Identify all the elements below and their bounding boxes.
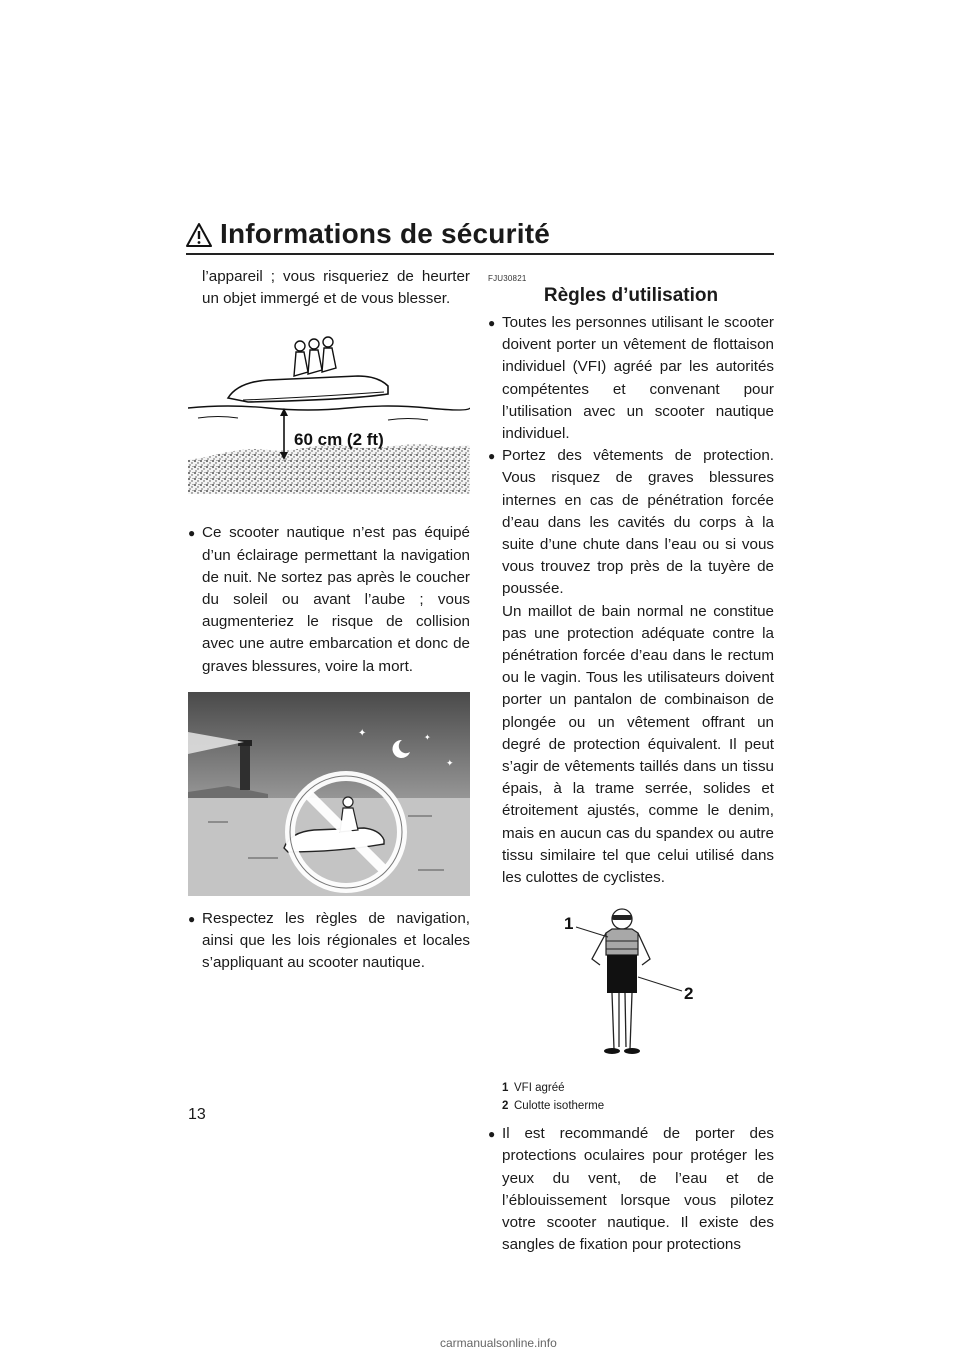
bullet-dot: ● (488, 316, 496, 330)
bullet-navigation-rules: ● Respectez les règles de navigation, ainsi que les lois régionales et locales s’appliquant au scooter nautique. (188, 909, 470, 972)
page-number: 13 (188, 1106, 206, 1123)
header-rule (186, 253, 774, 255)
page-title: Informations de sécurité (220, 218, 550, 249)
legend-item: 1 VFI agréé (502, 1082, 565, 1095)
bullet-protective-clothing: ● Portez des vêtements de protection. Vous risquez de graves blessures internes en cas de pénétration forcée d’eau dans les cavités du corps à la suite d’une chute dans l’eau ou si vous vous trouvez trop près de la tuyère de poussée. Un maillot de bain normal ne constitue pas une protection adéquate contre la pénétration forcée d’eau dans le rectum ou le vagin. Tous les utilisateurs doivent porter un pantalon de combinaison de plongée ou un vêtement offrant un degré de protection équivalent. Il peut s’agir de vêtements taillés dans un tissu épais, à la trame serrée, solides et étroitement ajustés, comme le denim, mais en aucun cas du spandex ou autre tissu similaire tel que celui utilisé dans les culottes de cyclistes. (488, 445, 774, 889)
bullet-dot: ● (488, 449, 496, 464)
bullet-night-navigation: ● Ce scooter nautique n’est pas équipé d’un éclairage permettant la navigation de nuit. Ne sortez pas après le coucher du soleil ou avant l’aube ; vous augmenteriez le risque de collision avec une autre embarcation et donc de graves blessures, voire la mort. (188, 524, 470, 675)
page-header (186, 218, 774, 256)
footer-watermark: carmanualsonline.info (440, 1336, 557, 1350)
warning-triangle-icon (186, 222, 212, 248)
bullet-dot: ● (188, 526, 196, 541)
left-column (188, 266, 470, 974)
svg-text:✦: ✦ (358, 727, 367, 739)
rider-equipment-illustration (488, 899, 774, 1079)
callout-wetsuit: 2 (684, 984, 694, 1004)
bullet-dot: ● (488, 1127, 496, 1142)
section-code: FJU30821 (488, 274, 527, 283)
bullet-continuation: Un maillot de bain normal ne constitue pas une protection adéquate contre la pénétration forcée d’eau dans le rectum ou le vagin. Tous les utilisateurs doivent porter un pantalon de combinaison de plongée ou un vêtement offrant un degré de protection équivalent. Il peut s’agir de vêtements taillés dans un tissu épais, à la trame serrée, solides et étroitement ajustés, comme le denim, mais en aucun cas du spandex ou autre tissu similaire tel que celui utilisé dans les culottes de cyclistes. (502, 602, 774, 887)
svg-text:✦: ✦ (446, 758, 454, 769)
bullet-pfd: ● Toutes les personnes utilisant le scooter doivent porter un vêtement de flottaison individuel (VFI) agréé par les autorités compétentes et convenant pour l’utilisation avec un scooter nautique individuel. (488, 314, 774, 443)
callout-pfd: 1 (564, 914, 574, 934)
continuation-paragraph: l’appareil ; vous risqueriez de heurter un objet immergé et de vous blesser. (202, 268, 470, 308)
right-column (488, 266, 774, 1257)
section-title: Règles d’utilisation (543, 285, 719, 306)
svg-text:✦: ✦ (424, 732, 431, 742)
night-riding-prohibited-illustration (188, 692, 470, 896)
legend-item: 2 Culotte isotherme (502, 1100, 605, 1113)
clearance-illustration (188, 328, 470, 494)
clearance-label: 60 cm (2 ft) (294, 430, 384, 450)
bullet-dot: ● (188, 911, 196, 926)
bullet-eye-protection: ● Il est recommandé de porter des protections oculaires pour protéger les yeux du vent, de l’eau et de l’éblouissement lorsque vous pilotez votre scooter nautique. Il existe des sangles de fixation pour protections (488, 1125, 774, 1254)
figure-legend (488, 1079, 774, 1115)
